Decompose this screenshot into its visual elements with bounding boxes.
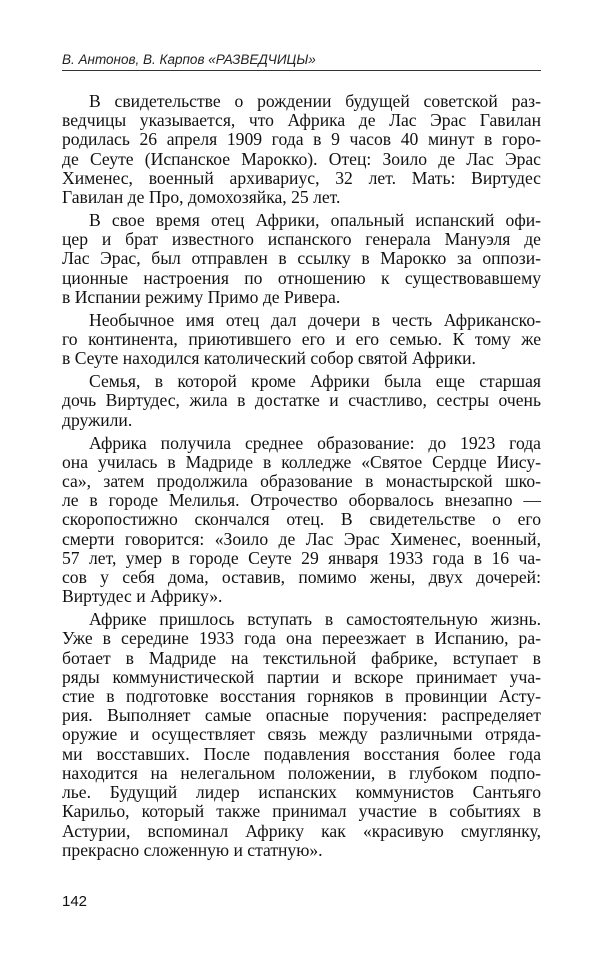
body-text [62, 92, 541, 864]
text-line: 57 лет, умер в городе Сеуте 29 января 1933 года в 16 ча- [62, 547, 541, 568]
text-line: в Испании режиму Примо де Ривера. [62, 286, 341, 307]
text-line: Карильо, который также принимал участие в событиях в [62, 801, 541, 822]
text-line: стие в подготовке восстания горняков в провинции Асту- [62, 686, 541, 707]
paragraph [62, 372, 541, 430]
text-line: Хименес, военный архивариус, 32 лет. Мать: Виртудес [62, 167, 541, 188]
text-line: Виртудес и Африку». [62, 586, 223, 607]
text-line: ле в городе Мелилья. Отрочество оборвалось внезапно — [62, 490, 541, 511]
text-line: де Сеуте (Испанское Марокко). Отец: Зоило де Лас Эрас [62, 148, 541, 169]
text-line: рия. Выполняет самые опасные поручения: распределяет [62, 705, 541, 726]
paragraph [62, 211, 541, 307]
text-line: В свидетельстве о рождении будущей советской раз- [89, 91, 541, 111]
text-line: ционные настроения по отношению к существовавшему [62, 267, 541, 288]
text-line: скоропостижно скончался отец. В свидетельстве о его [62, 509, 541, 530]
text-line: смерти говорится: «Зоило де Лас Эрас Хименес, военный, [62, 528, 541, 549]
text-line: она училась в Мадриде в колледже «Святое Сердце Иису- [62, 451, 541, 472]
text-line: оружие и осуществляет связь между различными отряда- [62, 724, 541, 745]
paragraph [62, 311, 541, 369]
text-line: Африка получила среднее образование: до 1923 года [89, 432, 541, 453]
text-line: дружили. [62, 409, 133, 430]
paragraph [62, 92, 541, 207]
page-number: 142 [62, 893, 88, 910]
text-line: родилась 26 апреля 1909 года в 9 часов 40 минут в горо- [62, 129, 541, 150]
text-line: Семья, в которой кроме Африки была еще старшая [89, 371, 541, 392]
text-line: находится на нелегальном положении, в глубоком подпо- [62, 762, 541, 783]
text-line: цер и брат известного испанского генерала Мануэля де [62, 229, 541, 250]
paragraph [62, 610, 541, 860]
text-line: ведчицы указывается, что Африка де Лас Эрас Гавилан [62, 110, 541, 131]
text-line: ми восставших. После подавления восстания более года [62, 743, 541, 764]
text-line: го континента, приютившего его и его семью. К тому же [62, 329, 541, 350]
text-line: Уже в середине 1933 года она переезжает в Испанию, ра- [62, 628, 541, 649]
text-line: в Сеуте находился католический собор святой Африки. [62, 348, 476, 369]
paragraph [62, 434, 541, 607]
text-line: прекрасно сложенную и статную». [62, 839, 323, 860]
header-rule [62, 70, 541, 71]
text-line: Астурии, вспоминал Африку как «красивую смуглянку, [62, 820, 541, 841]
running-header: В. Антонов, В. Карпов «РАЗВЕДЧИЦЫ» [62, 52, 316, 67]
text-line: дочь Виртудес, жила в достатке и счастливо, сестры очень [62, 390, 541, 411]
text-line: са», затем продолжила образование в монастырской шко- [62, 471, 541, 492]
text-line: ботает в Мадриде на текстильной фабрике, вступает в [62, 647, 541, 668]
text-line: Гавилан де Про, домохозяйка, 25 лет. [62, 187, 341, 208]
text-line: Лас Эрас, был отправлен в ссылку в Марокко за оппози- [62, 248, 541, 269]
text-line: В свое время отец Африки, опальный испанский офи- [89, 210, 541, 231]
text-line: ряды коммунистической партии и вскоре принимает уча- [62, 666, 541, 687]
text-line: Африке пришлось вступать в самостоятельную жизнь. [89, 609, 541, 630]
text-line: лье. Будущий лидер испанских коммунистов Сантьяго [62, 782, 541, 803]
text-line: Необычное имя отец дал дочери в честь Африканско- [89, 309, 541, 330]
text-line: сов у себя дома, оставив, помимо жены, двух дочерей: [62, 567, 541, 588]
